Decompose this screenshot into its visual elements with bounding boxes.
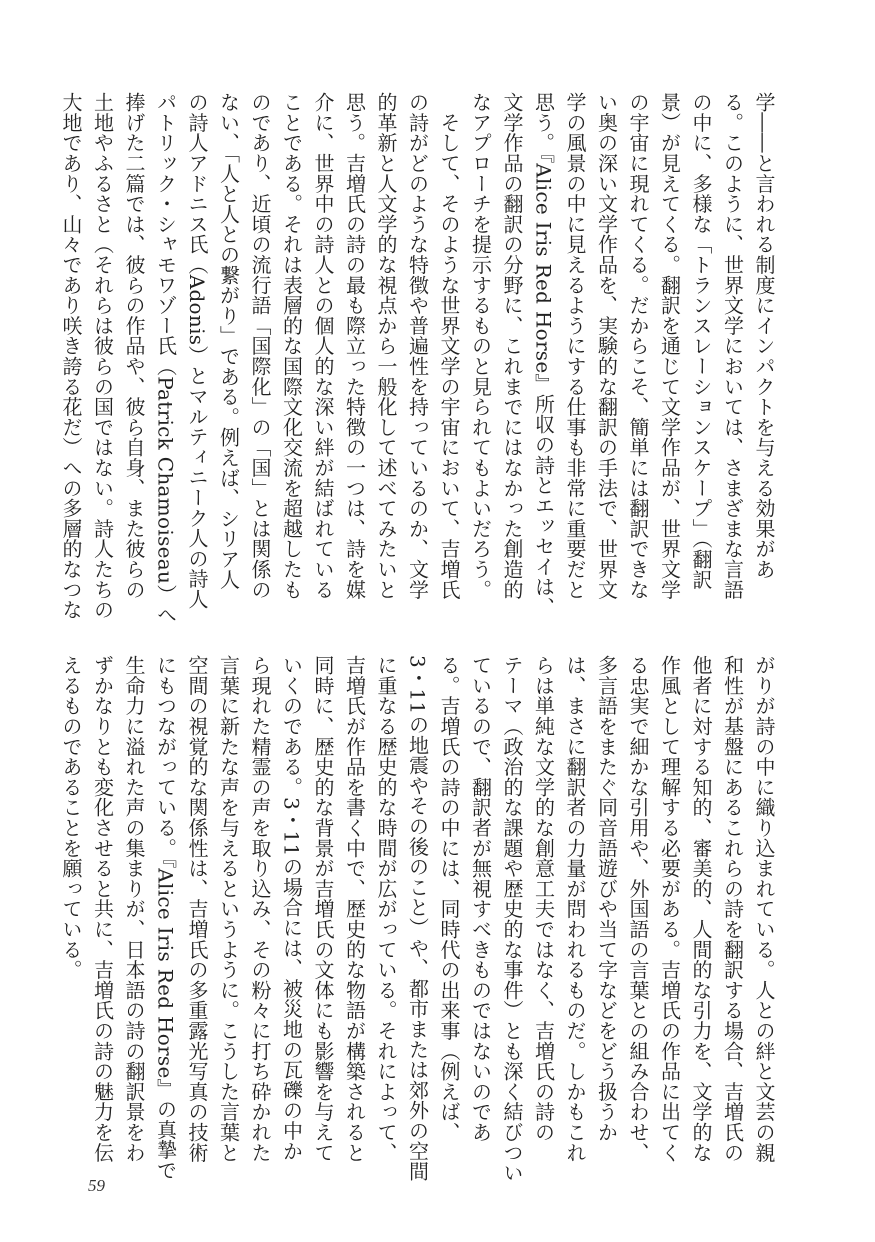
text-column: 作風として理解する必要がある。吉増氏の作品に出てく bbox=[657, 655, 682, 1163]
text-column: 大地であり、山々であり咲き誇る花だ）への多層的なつな bbox=[59, 92, 83, 620]
text-column: 文学作品の翻訳の分野に、これまでにはなかった創造的 bbox=[500, 92, 524, 600]
text-column: 空間の視覚的な関係性は、吉増氏の多重露光写真の技術 bbox=[185, 655, 209, 1163]
text-column: ているので、翻訳者が無視すべきものではないのであ bbox=[468, 655, 493, 1143]
text-column: は、まさに翻訳者の力量が問われるものだ。しかもこれ bbox=[563, 655, 587, 1163]
text-column: ら現れた精霊の声を取り込み、その粉々に打ち砕かれた bbox=[248, 655, 272, 1163]
text-column: らは単純な文学的な創意工夫ではなく、吉増氏の詩の bbox=[531, 655, 556, 1143]
text-column: る忠実で細かな引用や、外国語の言葉との組み合わせ、 bbox=[626, 655, 650, 1163]
text-block-lower bbox=[59, 655, 779, 1183]
text-column: がりが詩の中に織り込まれている。人との絆と文芸の親 bbox=[752, 655, 776, 1163]
text-column: なアプローチを提示するものと見られてもよいだろう。 bbox=[468, 92, 493, 600]
text-column: 他者に対する知的、審美的、人間的な引力を、文学的な bbox=[689, 655, 713, 1163]
text-column: にもつながっている。『Alice Iris Red Horse』の真摯で bbox=[153, 655, 178, 1181]
text-column: ずかなりとも変化させると共に、吉増氏の詩の魅力を伝 bbox=[90, 655, 115, 1163]
page-number: 59 bbox=[88, 1176, 105, 1195]
text-block-upper bbox=[59, 92, 779, 625]
text-column: テーマ（政治的な課題や歴史的な事件）とも深く結びつい bbox=[500, 655, 524, 1183]
text-column: 多言語をまたぐ同音語遊びや当て字などをどう扱うか bbox=[594, 655, 619, 1143]
text-column: 生命力に溢れた声の集まりが、日本語の詩の翻訳景をわ bbox=[122, 655, 146, 1163]
text-column: 同時に、歴史的な背景が吉増氏の文体にも影響を与えて bbox=[311, 655, 335, 1163]
text-column: の詩人アドニス氏（Adonis）とマルティニーク人の詩人 bbox=[185, 92, 209, 610]
text-column: 景）が見えてくる。翻訳を通じて文学作品が、世界文学 bbox=[657, 92, 682, 600]
text-column: 思う。『Alice Iris Red Horse』所収の詩とエッセイは、 bbox=[531, 92, 556, 618]
text-column: 的革新と人文学的な視点から一般化して述べてみたいと bbox=[374, 92, 398, 600]
text-column: ことである。それは表層的な国際文化交流を超越したも bbox=[279, 92, 304, 600]
text-column: 学――と言われる制度にインパクトを与える効果があ bbox=[752, 92, 776, 580]
text-column: 和性が基盤にあるこれらの詩を翻訳する場合、吉増氏の bbox=[720, 655, 745, 1163]
text-column: いくのである。3・11の場合には、被災地の瓦礫の中か bbox=[279, 655, 304, 1161]
text-column: のであり、近頃の流行語「国際化」の「国」とは関係の bbox=[248, 92, 272, 600]
text-column: そして、そのような世界文学の宇宙において、吉増氏 bbox=[437, 92, 461, 600]
text-column: パトリック・シャモワゾー氏（Patrick Chamoiseau）へ bbox=[153, 92, 178, 625]
text-column: 思う。吉増氏の詩の最も際立った特徴の一つは、詩を媒 bbox=[342, 92, 367, 600]
text-column: 言葉に新たな声を与えるというように。こうした言葉と bbox=[216, 655, 241, 1163]
text-column: えるものであることを願っている。 bbox=[59, 655, 83, 980]
text-column: 3・11の地震やその後のこと）や、都市または郊外の空間 bbox=[405, 655, 430, 1182]
text-column: る。吉増氏の詩の中には、同時代の出来事（例えば、 bbox=[437, 655, 461, 1143]
text-column: の詩がどのような特徴や普遍性を持っているのか、文学 bbox=[405, 92, 430, 600]
text-column: 吉増氏が作品を書く中で、歴史的な物語が構築されると bbox=[342, 655, 367, 1163]
text-column: る。このように、世界文学においては、さまざまな言語 bbox=[720, 92, 745, 600]
text-column: 捧げた二篇では、彼らの作品や、彼ら自身、また彼らの bbox=[122, 92, 146, 600]
text-column: 学の風景の中に見えるようにする仕事も非常に重要だと bbox=[563, 92, 587, 600]
text-column: ない、「人と人との繋がり」である。例えば、シリア人 bbox=[216, 92, 241, 590]
text-column: 介に、世界中の詩人との個人的な深い絆が結ばれている bbox=[311, 92, 335, 600]
text-column: い奥の深い文学作品を、実験的な翻訳の手法で、世界文 bbox=[594, 92, 619, 600]
text-column: の宇宙に現れてくる。だからこそ、簡単には翻訳できな bbox=[626, 92, 650, 600]
text-column: の中に、多様な「トランスレーションスケープ」（翻訳 bbox=[689, 92, 713, 590]
text-column: に重なる歴史的な時間が広がっている。それによって、 bbox=[374, 655, 398, 1163]
text-column: 土地やふるさと（それらは彼らの国ではない。詩人たちの bbox=[90, 92, 115, 620]
